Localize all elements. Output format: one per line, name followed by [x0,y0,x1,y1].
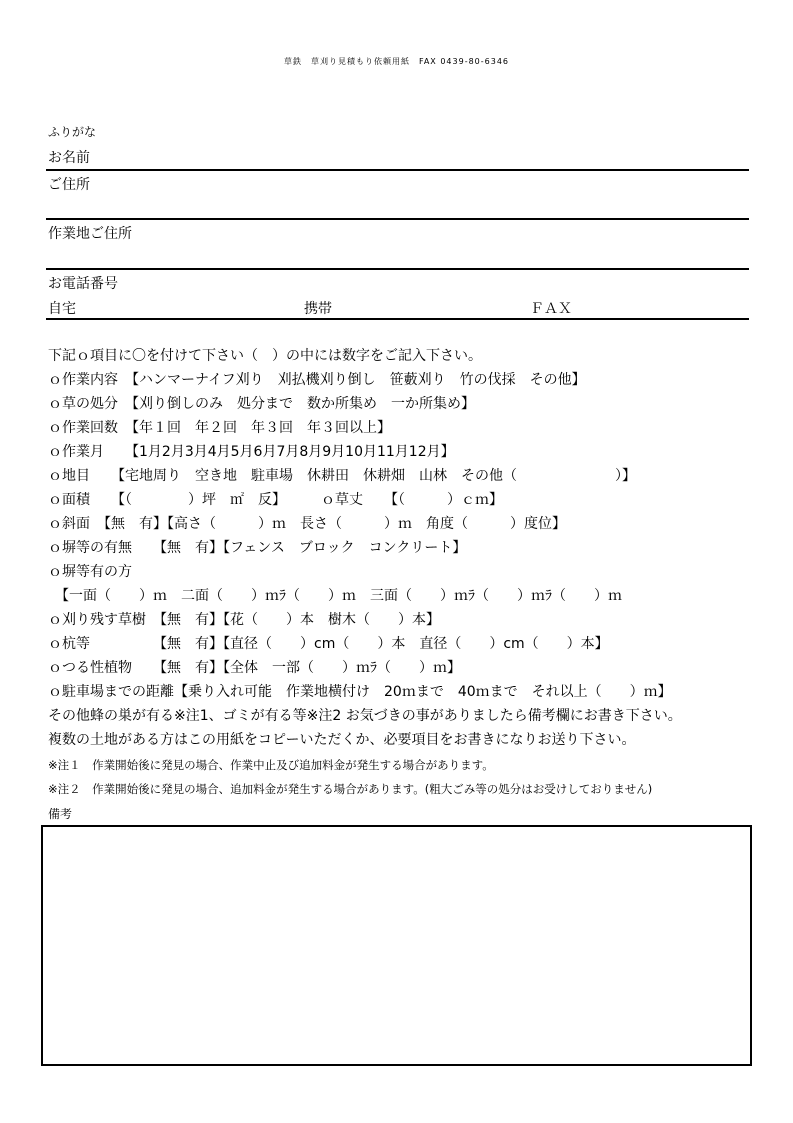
phone-field-line[interactable] [46,318,749,320]
area-row[interactable]: ｏ面積 【（ ）坪 ㎡ 反】 ｏ草丈 【（ ）ｃｍ】 [48,492,503,508]
remarks-box[interactable] [41,825,752,1066]
phone-home-label: 自宅 [48,301,76,317]
name-label: お名前 [48,150,90,166]
vine-plants-row[interactable]: ｏつる性植物 【無 有】【全体 一部（ ）ｍﾗ（ ）ｍ】 [48,660,461,676]
fence-presence-row[interactable]: ｏ塀等の有無 【無 有】【フェンス ブロック コンクリート】 [48,540,467,556]
furigana-label: ふりがな [48,125,97,139]
multiple-land-line: 複数の土地がある方はこの用紙をコピーいただくか、必要項目をお書きになりお送り下さい。 [48,732,636,748]
fence-heading: ｏ塀等有の方 [48,564,132,580]
work-frequency-row[interactable]: ｏ作業回数 【年１回 年２回 年３回 年３回以上】 [48,420,391,436]
footnote-2: ※注２ 作業開始後に発見の場合、追加料金が発生する場合があります。(粗大ごみ等の処分はお受けしておりません) [48,782,653,796]
work-type-row[interactable]: ｏ作業内容 【ハンマーナイフ刈り 刈払機刈り倒し 笹藪刈り 竹の伐採 その他】 [48,372,586,388]
phone-mobile-label: 携帯 [304,301,332,317]
stakes-row[interactable]: ｏ杭等 【無 有】【直径（ ）cm（ ）本 直径（ ）cm（ ）本】 [48,636,609,652]
worksite-address-label: 作業地ご住所 [48,226,132,242]
remaining-plants-row[interactable]: ｏ刈り残す草樹 【無 有】【花（ ）本 樹木（ ）本】 [48,612,440,628]
hazard-note-line: その他蜂の巣が有る※注1、ゴミが有る等※注2 お気づきの事がありましたら備考欄にお書き下さい。 [48,708,682,724]
worksite-field-line[interactable] [46,268,749,270]
grass-disposal-row[interactable]: ｏ草の処分 【刈り倒しのみ 処分まで 数か所集め 一か所集め】 [48,396,475,412]
phone-label: お電話番号 [48,276,118,292]
fence-dimensions-row[interactable]: 【一面（ ）ｍ 二面（ ）ｍﾗ（ ）ｍ 三面（ ）ｍﾗ（ ）ｍﾗ（ ）ｍ [48,588,622,604]
address-field-line[interactable] [46,218,749,220]
phone-fax-label: ＦＡＸ [530,301,572,317]
footnote-1: ※注１ 作業開始後に発見の場合、作業中止及び追加料金が発生する場合があります。 [48,758,494,772]
form-title: 草鉄 草刈り見積もり依頼用紙 FAX 0439-80-6346 [283,57,510,66]
address-label: ご住所 [48,177,90,193]
slope-row[interactable]: ｏ斜面 【無 有】【高さ（ ）ｍ 長さ（ ）ｍ 角度（ ）度位】 [48,516,566,532]
work-month-row[interactable]: ｏ作業月 【1月2月3月4月5月6月7月8月9月10月11月12月】 [48,444,455,460]
parking-distance-row[interactable]: ｏ駐車場までの距離【乗り入れ可能 作業地横付け 20ｍまで 40ｍまで それ以上（ ）ｍ】 [48,684,672,700]
remarks-label: 備考 [48,807,73,821]
instruction-line: 下記ｏ項目に〇を付けて下さい（ ）の中には数字をご記入下さい。 [48,348,482,364]
land-category-row[interactable]: ｏ地目 【宅地周り 空き地 駐車場 休耕田 休耕畑 山林 その他（ ）】 [48,468,636,484]
name-field-line[interactable] [46,169,749,171]
